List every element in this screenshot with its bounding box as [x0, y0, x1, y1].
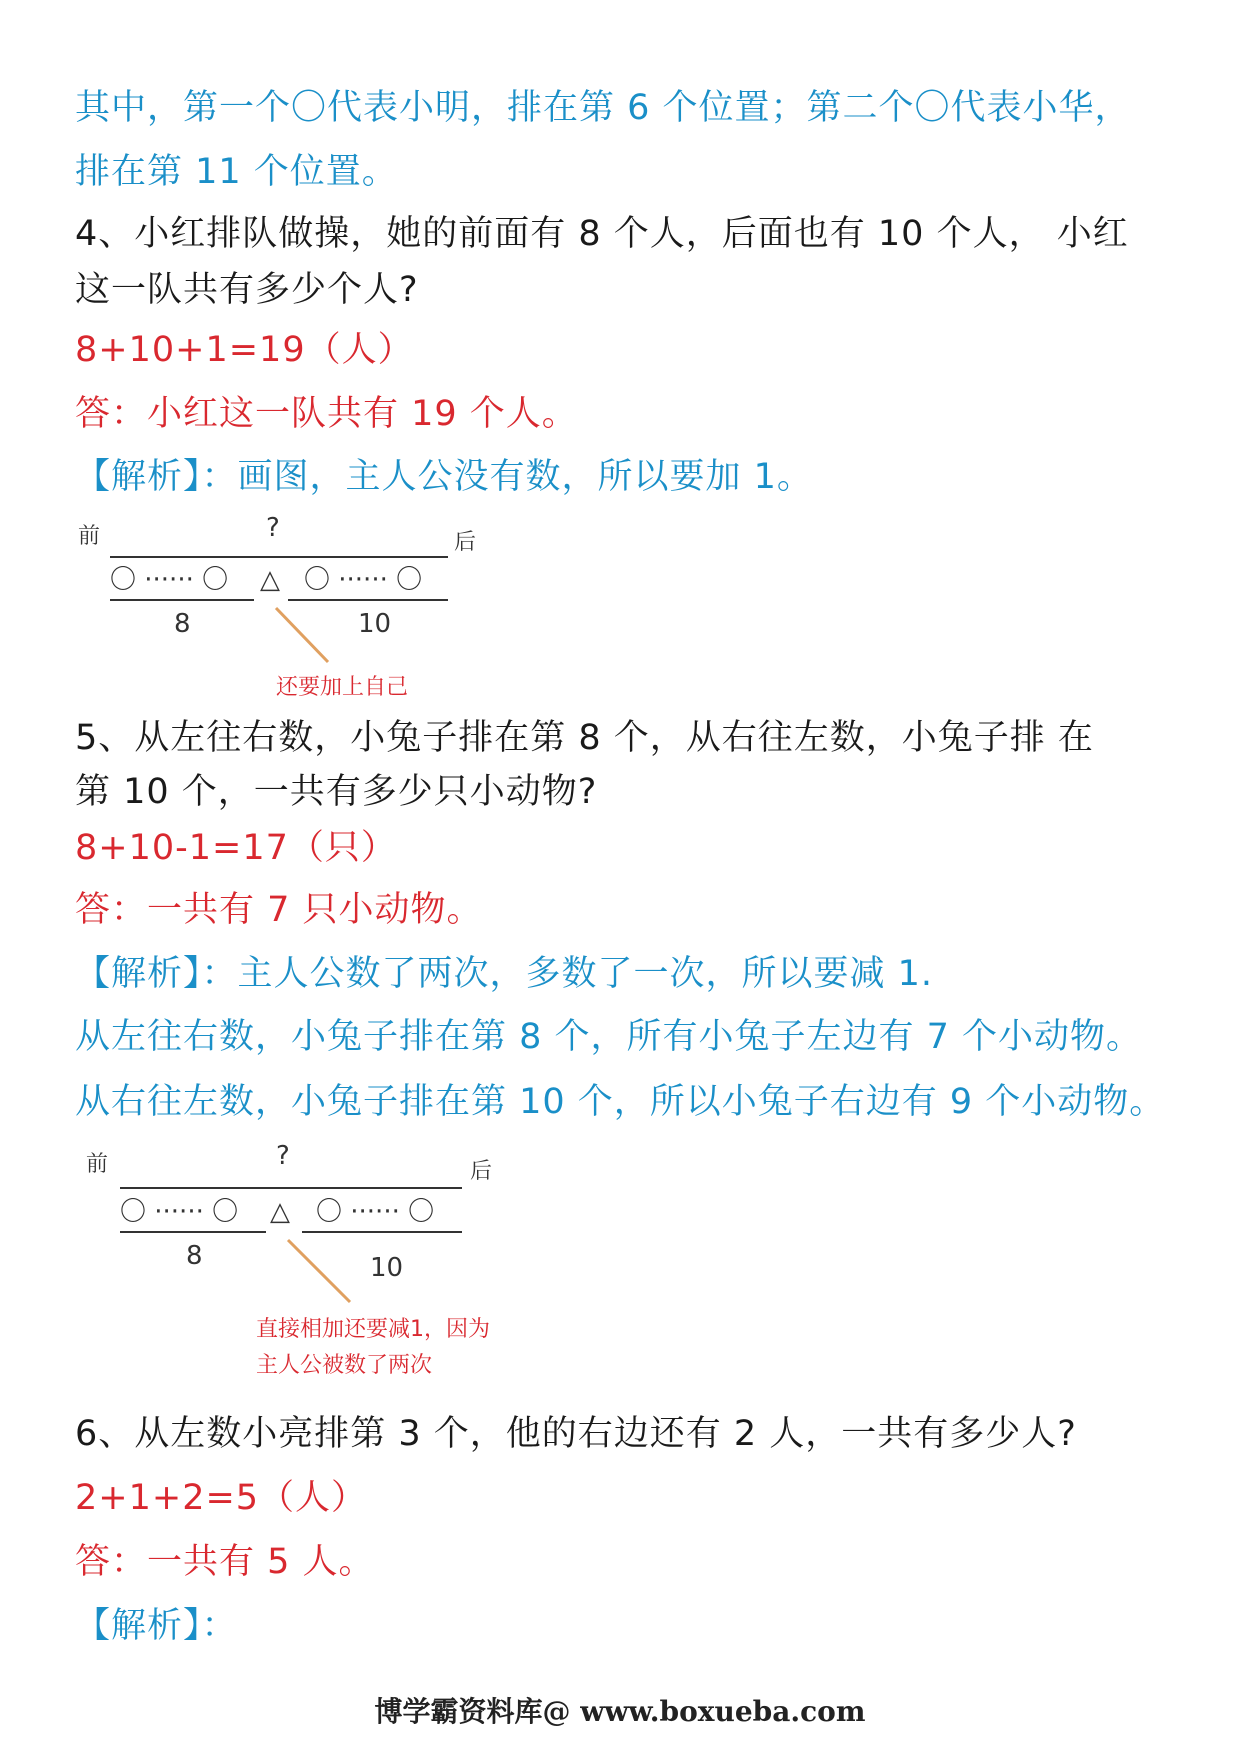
question-5-line-1: 5、从左往右数，小兔子排在第 8 个，从右往左数，小兔子排 在 — [75, 718, 1094, 758]
question-5-explanation-2: 从左往右数，小兔子排在第 8 个，所有小兔子左边有 7 个小动物。 — [75, 1017, 1143, 1057]
question-5-equation: 8+10-1=17（只） — [75, 828, 397, 868]
question-4-line-1: 4、小红排队做操，她的前面有 8 个人，后面也有 10 个人， 小红 — [75, 214, 1129, 254]
text-line: 其中，第一个〇代表小明，排在第 6 个位置；第二个〇代表小华， — [75, 88, 1131, 128]
right-circles: 〇 ······ 〇 — [316, 1197, 435, 1227]
note-text: 直接相加还要减1，因为 — [256, 1317, 490, 1342]
question-6-line-1: 6、从左数小亮排第 3 个，他的右边还有 2 人，一共有多少人? — [75, 1414, 1077, 1454]
left-count: 8 — [186, 1241, 203, 1271]
question-mark: ? — [276, 1142, 290, 1171]
triangle-icon: △ — [260, 565, 280, 595]
footer-watermark: 博学霸资料库@ www.boxueba.com — [374, 1695, 866, 1728]
question-6-answer: 答：一共有 5 人。 — [75, 1542, 375, 1582]
question-5-line-2: 第 10 个，一共有多少只小动物? — [75, 772, 598, 812]
right-count: 10 — [370, 1253, 404, 1283]
queue-diagram-1 — [70, 512, 490, 716]
question-mark: ? — [266, 513, 280, 543]
question-4-line-2: 这一队共有多少个人? — [75, 270, 419, 310]
right-count: 10 — [358, 609, 392, 639]
back-label: 后 — [470, 1159, 493, 1184]
left-circles: 〇 ······ 〇 — [110, 565, 229, 595]
question-6-explanation: 【解析】： — [75, 1606, 238, 1646]
text-line: 排在第 11 个位置。 — [75, 152, 398, 192]
question-4-explanation: 【解析】：画图，主人公没有数，所以要加 1。 — [75, 457, 813, 497]
back-label: 后 — [454, 530, 477, 555]
right-circles: 〇 ······ 〇 — [304, 565, 423, 595]
note-text: 还要加上自己 — [276, 675, 409, 700]
note-text: 主人公被数了两次 — [256, 1353, 433, 1378]
triangle-icon: △ — [270, 1197, 290, 1227]
front-label: 前 — [78, 524, 101, 549]
question-5-explanation: 【解析】：主人公数了两次，多数了一次，所以要减 1. — [75, 954, 934, 994]
queue-diagram-2 — [70, 1142, 530, 1386]
question-4-answer: 答：小红这一队共有 19 个人。 — [75, 394, 578, 434]
front-label: 前 — [86, 1152, 109, 1177]
question-4-equation: 8+10+1=19（人） — [75, 330, 414, 370]
question-5-explanation-3: 从右往左数，小兔子排在第 10 个，所以小兔子右边有 9 个小动物。 — [75, 1082, 1166, 1122]
question-5-answer: 答：一共有 7 只小动物。 — [75, 890, 483, 930]
left-circles: 〇 ······ 〇 — [120, 1197, 239, 1227]
question-6-equation: 2+1+2=5（人） — [75, 1478, 368, 1518]
left-count: 8 — [174, 609, 191, 639]
